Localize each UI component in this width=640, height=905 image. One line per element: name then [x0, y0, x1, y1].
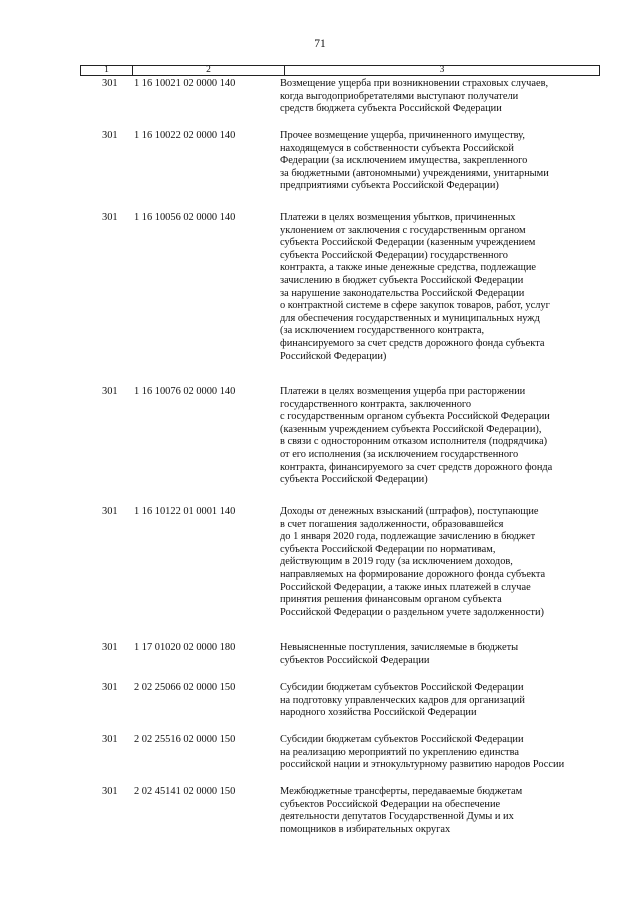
admin-code: 301 [102, 642, 118, 653]
admin-code: 301 [102, 506, 118, 517]
budget-classification-code: 1 17 01020 02 0000 180 [134, 642, 236, 653]
admin-code: 301 [102, 734, 118, 745]
revenue-description: Субсидии бюджетам субъектов Российской Федерации на реализацию мероприятий по укреплению единства российской нации и этнокультурному развитию народов России [280, 734, 565, 771]
table-header-col-1: 1 [81, 66, 133, 75]
budget-classification-code: 1 16 10056 02 0000 140 [134, 212, 236, 223]
budget-classification-code: 2 02 45141 02 0000 150 [134, 786, 236, 797]
table-header-col-2: 2 [133, 66, 285, 75]
revenue-description: Платежи в целях возмещения убытков, причиненных уклонением от заключения с государственным органом субъекта Российской Федерации (казенным учреждением субъекта Российской Федерации) государственного контракта, а также иные денежные средства, подлежащие зачислению в бюджет субъекта Российской Федерации за нарушение законодательства Российской Федерации о контрактной системе в сфере закупок товаров, работ, услуг для обеспечения государственных и муниципальных нужд (за исключением государственного контракта, финансируемого за счет средств дорожного фонда субъекта Российской Федерации) [280, 212, 550, 362]
revenue-description: Платежи в целях возмещения ущерба при расторжении государственного контракта, заключенного с государственным органом субъекта Российской Федерации (казенным учреждением субъекта Российской Федерации), в связи с односторонним отказом исполнителя (подрядчика) от его исполнения (за исключением государственного контракта, финансируемого за счет средств дорожного фонда субъекта Российской Федерации) [280, 386, 553, 486]
revenue-description: Межбюджетные трансферты, передаваемые бюджетам субъектов Российской Федерации на обеспечение деятельности депутатов Государственной Думы и их помощников в избирательных округах [280, 786, 523, 835]
budget-classification-code: 1 16 10122 01 0001 140 [134, 506, 236, 517]
admin-code: 301 [102, 386, 118, 397]
revenue-description: Возмещение ущерба при возникновении страховых случаев, когда выгодоприобретателями выступают получатели средств бюджета субъекта Российской Федерации [280, 78, 549, 115]
revenue-description: Прочее возмещение ущерба, причиненного имуществу, находящемуся в собственности субъекта Российской Федерации (за исключением имущества, закрепленного за бюджетными (автономными) учреждениями, унитарными предприятиями субъекта Российской Федерации) [280, 130, 549, 192]
page-number: 71 [314, 38, 326, 50]
revenue-description: Невыясненные поступления, зачисляемые в бюджеты субъектов Российской Федерации [280, 642, 519, 666]
table-header-row [80, 65, 600, 76]
budget-classification-code: 1 16 10022 02 0000 140 [134, 130, 236, 141]
revenue-description: Субсидии бюджетам субъектов Российской Федерации на подготовку управленческих кадров для организаций народного хозяйства Российской Федерации [280, 682, 525, 719]
admin-code: 301 [102, 130, 118, 141]
admin-code: 301 [102, 786, 118, 797]
admin-code: 301 [102, 212, 118, 223]
budget-classification-code: 2 02 25066 02 0000 150 [134, 682, 236, 693]
budget-classification-code: 1 16 10021 02 0000 140 [134, 78, 236, 89]
budget-classification-code: 1 16 10076 02 0000 140 [134, 386, 236, 397]
revenue-description: Доходы от денежных взысканий (штрафов), поступающие в счет погашения задолженности, образовавшейся до 1 января 2020 года, подлежащие зачислению в бюджет субъекта Российской Федерации по нормативам, действующим в 2019 году (за исключением доходов, направляемых на формирование дорожного фонда субъекта Российской Федерации, а также иных платежей в случае принятия решения финансовым органом субъекта Российской Федерации о раздельном учете задолженности) [280, 506, 546, 618]
admin-code: 301 [102, 78, 118, 89]
table-header-col-3: 3 [439, 65, 445, 75]
admin-code: 301 [102, 682, 118, 693]
budget-classification-code: 2 02 25516 02 0000 150 [134, 734, 236, 745]
